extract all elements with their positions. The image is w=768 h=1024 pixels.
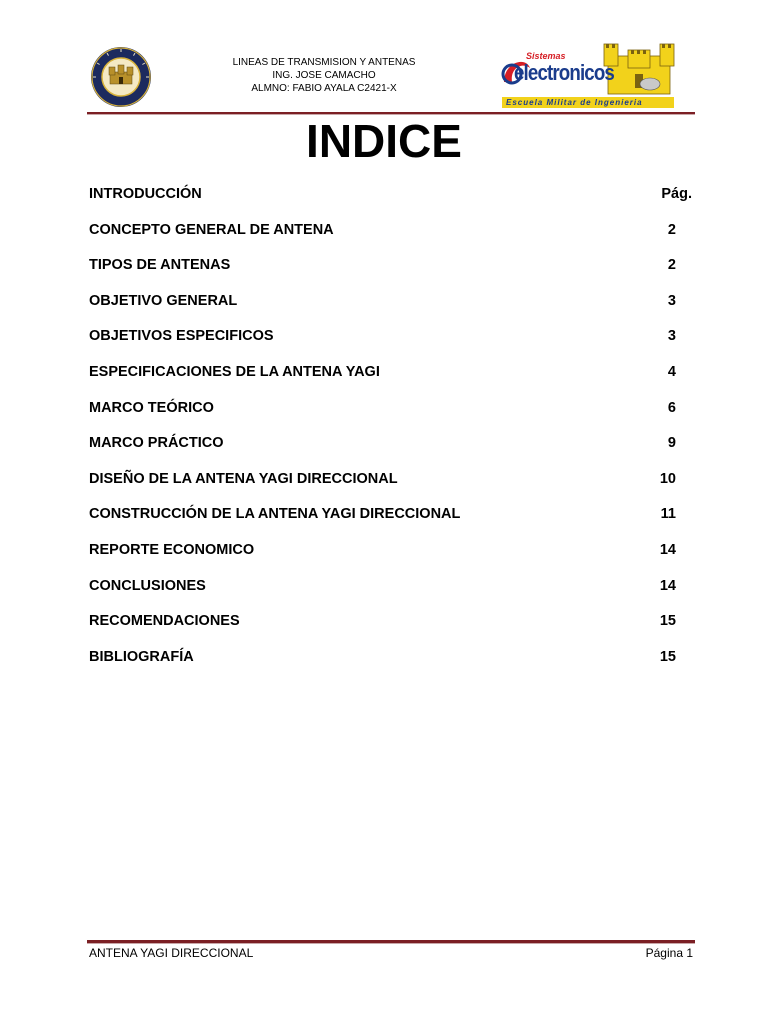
header-student: ALMNO: FABIO AYALA C2421-X [251,83,397,94]
toc-entry [89,506,692,542]
military-seal-logo [90,46,152,108]
table-of-contents [89,186,692,684]
toc-entry-label: TIPOS DE ANTENAS [89,257,231,274]
toc-entry-page: 3 [667,292,676,309]
toc-entry [89,364,692,400]
toc-page-column-header: Pág. [661,186,692,202]
toc-entry [89,257,692,293]
toc-entry-page: 6 [667,399,676,416]
footer-page-number: Página 1 [645,946,693,960]
toc-entry-label: ESPECIFICACIONES DE LA ANTENA YAGI [89,363,380,380]
sistemas-electronicos-logo [500,42,678,110]
toc-entry-label: CONCLUSIONES [89,577,206,594]
toc-entry [89,471,692,507]
document-header [200,56,448,95]
toc-entry-label: CONCEPTO GENERAL DE ANTENA [89,221,334,238]
toc-entry-label: OBJETIVOS ESPECIFICOS [89,328,274,345]
toc-entry-label: OBJETIVO GENERAL [89,292,238,309]
toc-entry-label: MARCO TEÓRICO [89,399,214,416]
toc-entry-page: 15 [659,648,676,665]
toc-entry-label: DISEÑO DE LA ANTENA YAGI DIRECCIONAL [89,470,398,487]
toc-entry-page: 3 [667,328,676,345]
toc-entry-page: 15 [659,613,676,630]
toc-entry [89,578,692,614]
toc-entry [89,435,692,471]
toc-entry [89,542,692,578]
toc-entry [89,328,692,364]
toc-entry-page: 11 [660,506,676,523]
toc-entry-page: 2 [667,221,676,238]
toc-entry-label: REPORTE ECONOMICO [89,541,255,558]
toc-entry-page: 9 [667,435,676,452]
toc-entry-page: 4 [667,363,676,380]
toc-entry-label: CONSTRUCCIÓN DE LA ANTENA YAGI DIRECCIONAL [89,506,461,523]
footer-document-title: ANTENA YAGI DIRECCIONAL [89,946,254,960]
toc-entry [89,649,692,685]
toc-entry [89,222,692,258]
toc-entry [89,293,692,329]
footer-rule [87,940,695,943]
header-course: LINEAS DE TRANSMISION Y ANTENAS [232,57,416,68]
header-instructor: ING. JOSE CAMACHO [272,70,376,81]
toc-entry-label: MARCO PRÁCTICO [89,435,224,452]
page-title: INDICE [306,115,462,167]
toc-entry-label: BIBLIOGRAFÍA [89,648,194,665]
toc-entry-page: 14 [659,577,676,594]
brand-main-text: electronicos [514,60,614,85]
toc-entry-label: INTRODUCCIÓN [89,186,202,202]
toc-entry-page: 2 [667,257,676,274]
toc-entry-page: 14 [659,541,676,558]
toc-entry [89,400,692,436]
toc-entry-page: 10 [659,470,676,487]
toc-entry [89,613,692,649]
brand-sub-text: Escuela Militar de Ingenieria [506,98,643,107]
brand-top-text: Sistemas [526,51,566,61]
toc-header-row [89,186,692,222]
toc-entry-label: RECOMENDACIONES [89,613,240,630]
